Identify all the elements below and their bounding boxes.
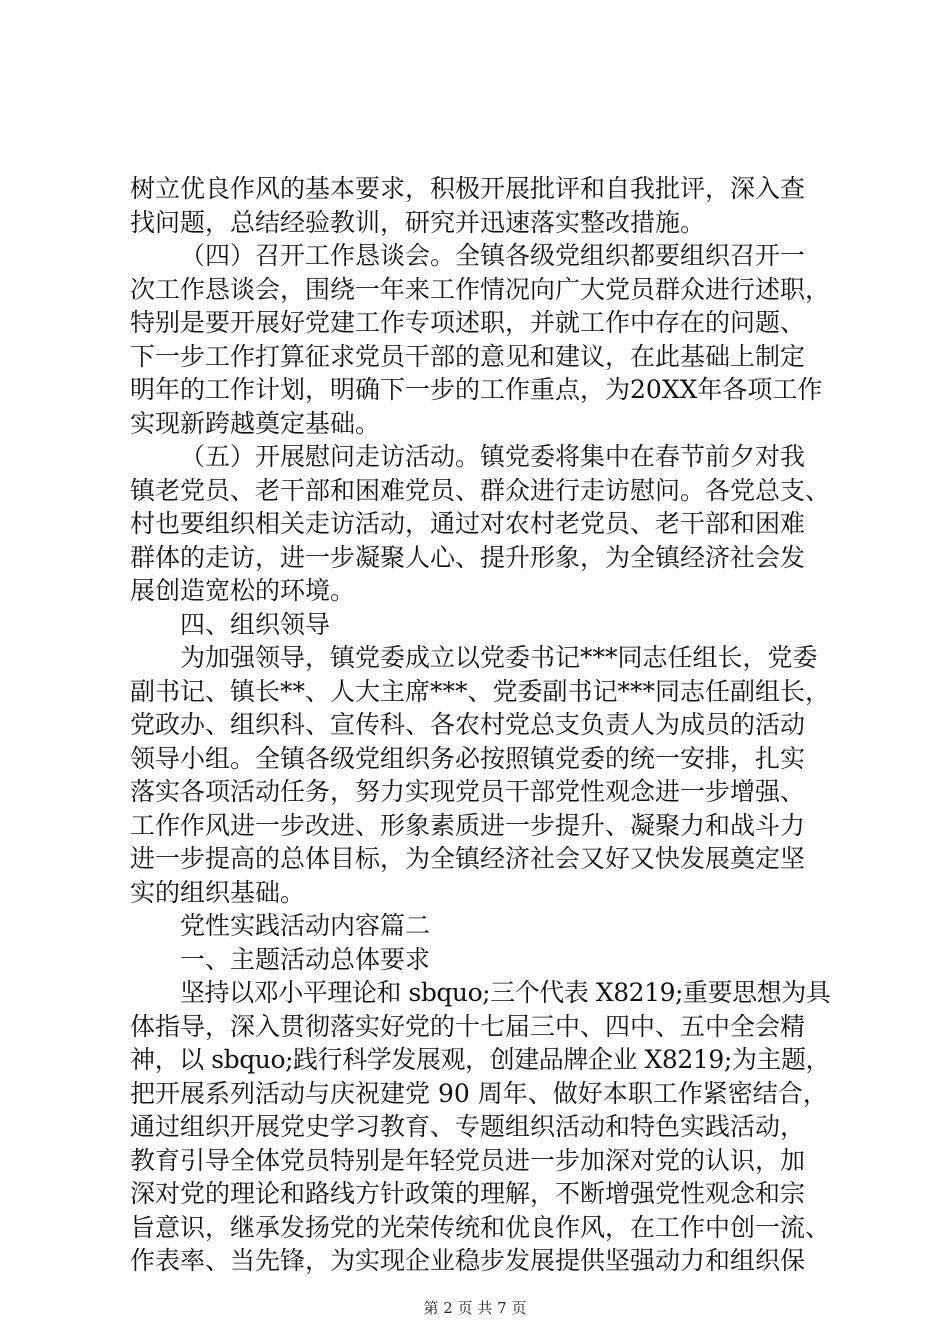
text-line: 深对党的理论和路线方针政策的理解，不断增强党性观念和宗 [130, 1179, 806, 1208]
text-line: （五）开展慰问走访活动。镇党委将集中在春节前夕对我 [180, 442, 806, 471]
text-line: 体指导，深入贯彻落实好党的十七届三中、四中、五中全会精 [130, 1011, 806, 1041]
text-line: 进一步提高的总体目标，为全镇经济社会又好又快发展奠定坚 [130, 844, 806, 873]
text-line: 教育引导全体党员特别是年轻党员进一步加深对党的认识，加 [130, 1145, 806, 1175]
text-line: 实现新跨越奠定基础。 [130, 408, 381, 438]
text-line: 坚持以邓小平理论和 sbquo;三个代表 X8219;重要思想为具 [180, 978, 831, 1007]
text-line: 落实各项活动任务，努力实现党员干部党性观念进一步增强、 [130, 777, 806, 806]
text-line: 明年的工作计划，明确下一步的工作重点，为20XX年各项工作 [130, 375, 823, 404]
text-line: 群体的走访，进一步凝聚人心、提升形象，为全镇经济社会发 [130, 542, 806, 572]
text-line: 镇老党员、老干部和困难党员、群众进行走访慰问。各党总支、 [130, 475, 831, 505]
page-footer: 第 2 页 共 7 页 [423, 1299, 527, 1317]
text-line: 找问题，总结经验教训，研究并迅速落实整改措施。 [130, 207, 706, 237]
text-line: 下一步工作打算征求党员干部的意见和建议，在此基础上制定 [130, 341, 806, 371]
text-line: 作表率、当先锋，为实现企业稳步发展提供坚强动力和组织保 [130, 1246, 806, 1275]
text-line: 一、主题活动总体要求 [180, 944, 431, 974]
text-line: 特别是要开展好党建工作专项述职，并就工作中存在的问题、 [130, 308, 806, 337]
text-line: 党政办、组织科、宣传科、各农村党总支负责人为成员的活动 [130, 710, 806, 739]
text-line: 领导小组。全镇各级党组织务必按照镇党委的统一安排，扎实 [130, 743, 806, 773]
text-line: （四）召开工作恳谈会。全镇各级党组织都要组织召开一 [180, 241, 806, 270]
text-line: 党性实践活动内容篇二 [180, 911, 431, 940]
text-line: 旨意识，继承发扬党的光荣传统和优良作风，在工作中创一流、 [130, 1212, 831, 1242]
text-line: 实的组织基础。 [130, 877, 306, 907]
text-line: 四、组织领导 [180, 609, 331, 639]
text-line: 村也要组织相关走访活动，通过对农村老党员、老干部和困难 [130, 509, 806, 538]
text-line: 把开展系列活动与庆祝建党 90 周年、做好本职工作紧密结合， [130, 1078, 828, 1108]
document-body [130, 172, 830, 1278]
text-line: 次工作恳谈会，围绕一年来工作情况向广大党员群众进行述职， [130, 274, 831, 304]
text-line: 展创造宽松的环境。 [130, 576, 356, 605]
text-line: 工作作风进一步改进、形象素质进一步提升、凝聚力和战斗力 [130, 810, 806, 840]
text-line: 树立优良作风的基本要求，积极开展批评和自我批评，深入查 [130, 174, 806, 203]
text-line: 神，以 sbquo;践行科学发展观，创建品牌企业 X8219;为主题， [130, 1045, 831, 1074]
text-line: 为加强领导，镇党委成立以党委书记***同志任组长，党委 [180, 643, 818, 672]
text-line: 副书记、镇长**、人大主席***、党委副书记***同志任副组长， [130, 676, 831, 706]
text-line: 通过组织开展党史学习教育、专题组织活动和特色实践活动， [130, 1112, 806, 1141]
